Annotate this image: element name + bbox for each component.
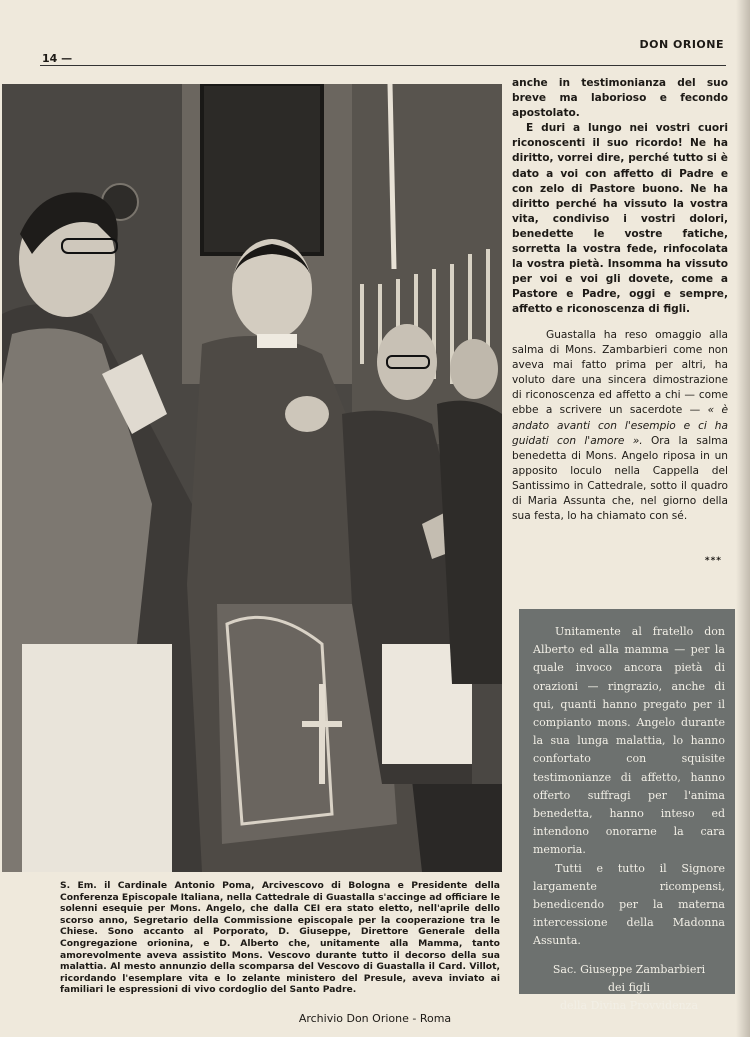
thanks-paragraph: Unitamente al fratello don Alberto ed alla mamma — per la quale invoco ancora pietà di orazioni — ringrazio, anche di qui, quanti hanno pregato per il compianto mons. Angelo durante la sua lunga malattia, lo hanno confortato con squisite testimonianze di affetto, hanno offerto suffragi per l'anima benedetta, hanno inteso ed intendono onorarne la cara memoria.	[533, 625, 725, 857]
quote-text: « è andato avanti con l'esempio e ci ha guidati con l'amore ».	[512, 404, 728, 447]
signature-line: dei figli	[608, 980, 650, 994]
article-column-bottom	[512, 328, 728, 524]
paragraph-text: Guastalla ha reso omaggio alla salma di Mons. Zambarbieri come non aveva mai fatto prima per altri, ha voluto dare una sincera dimostrazione di riconoscenza ed affetto a chi — come ebbe a scrivere un sacerdote —	[512, 329, 728, 417]
page-edge	[736, 0, 750, 1037]
thanks-box	[519, 609, 735, 1012]
signature	[533, 961, 725, 1015]
article-paragraph	[512, 328, 728, 524]
signature-name: Sac. Giuseppe Zambarbieri	[552, 962, 706, 976]
magazine-title: DON ORIONE	[639, 38, 724, 51]
photo-caption: S. Em. il Cardinale Antonio Poma, Arcivescovo di Bologna e Presidente della Conferenza Episcopale Italiana, nella Cattedrale di Guastalla s'accinge ad officiare le solenni esequie per Mons. Angelo, che dalla CEI era stato eletto, nell'aprile dello scorso anno, Segretario della Commissione episcopale per la cooperazione tra le Chiese. Sono accanto al Porporato, D. Giuseppe, Direttore Generale della Congregazione orionina, e D. Alberto che, unitamente alla Mamma, tanto amorevolmente aveva assistito Mons. Vescovo durante tutto il decorso della sua malattia. Al mesto annunzio della scomparsa del Vescovo di Guastalla il Card. Villot, ricordando l'esemplare vita e lo zelante ministero del Presule, aveva inviato ai familiari le espressioni di vivo cordoglio del Santo Padre.	[60, 880, 500, 996]
paragraph-text: Ora la salma benedetta di Mons. Angelo riposa in un apposito loculo nella Cappella del Santissimo in Cattedrale, sotto il quadro di Maria Assunta che, nel giorno della sua festa, lo ha chiamato con sé.	[512, 434, 728, 523]
photo-illustration	[2, 84, 502, 872]
page-number: 14 —	[42, 52, 73, 65]
thanks-paragraph: Tutti e tutto il Signore largamente ricompensi, benedicendo per la materna intercessione della Madonna Assunta.	[533, 861, 725, 948]
archive-footer: Archivio Don Orione - Roma	[298, 1012, 452, 1025]
article-paragraph: E duri a lungo nei vostri cuori riconoscenti il suo ricordo! Ne ha diritto, vorrei dire, perché tutto si è dato a voi con affetto di Padre e con zelo di Pastore buono. Ne ha diritto perché ha vissuto la vostra vita, condiviso i vostri dolori, benedette le vostre fatiche, sorretta la vostra fede, rinfocolata la vostra pietà. Insomma ha vissuto per voi e voi gli dovete, come a Pastore e Padre, oggi e sempre, affetto e riconoscenza di figli.	[512, 122, 728, 316]
article-paragraph: anche in testimonianza del suo breve ma laborioso e fecondo apostolato.	[512, 77, 728, 120]
article-column-top	[512, 76, 728, 318]
header-rule	[40, 65, 726, 66]
section-separator: ***	[704, 556, 722, 566]
signature-line: della Divina Provvidenza	[559, 998, 699, 1012]
photo	[2, 84, 502, 872]
